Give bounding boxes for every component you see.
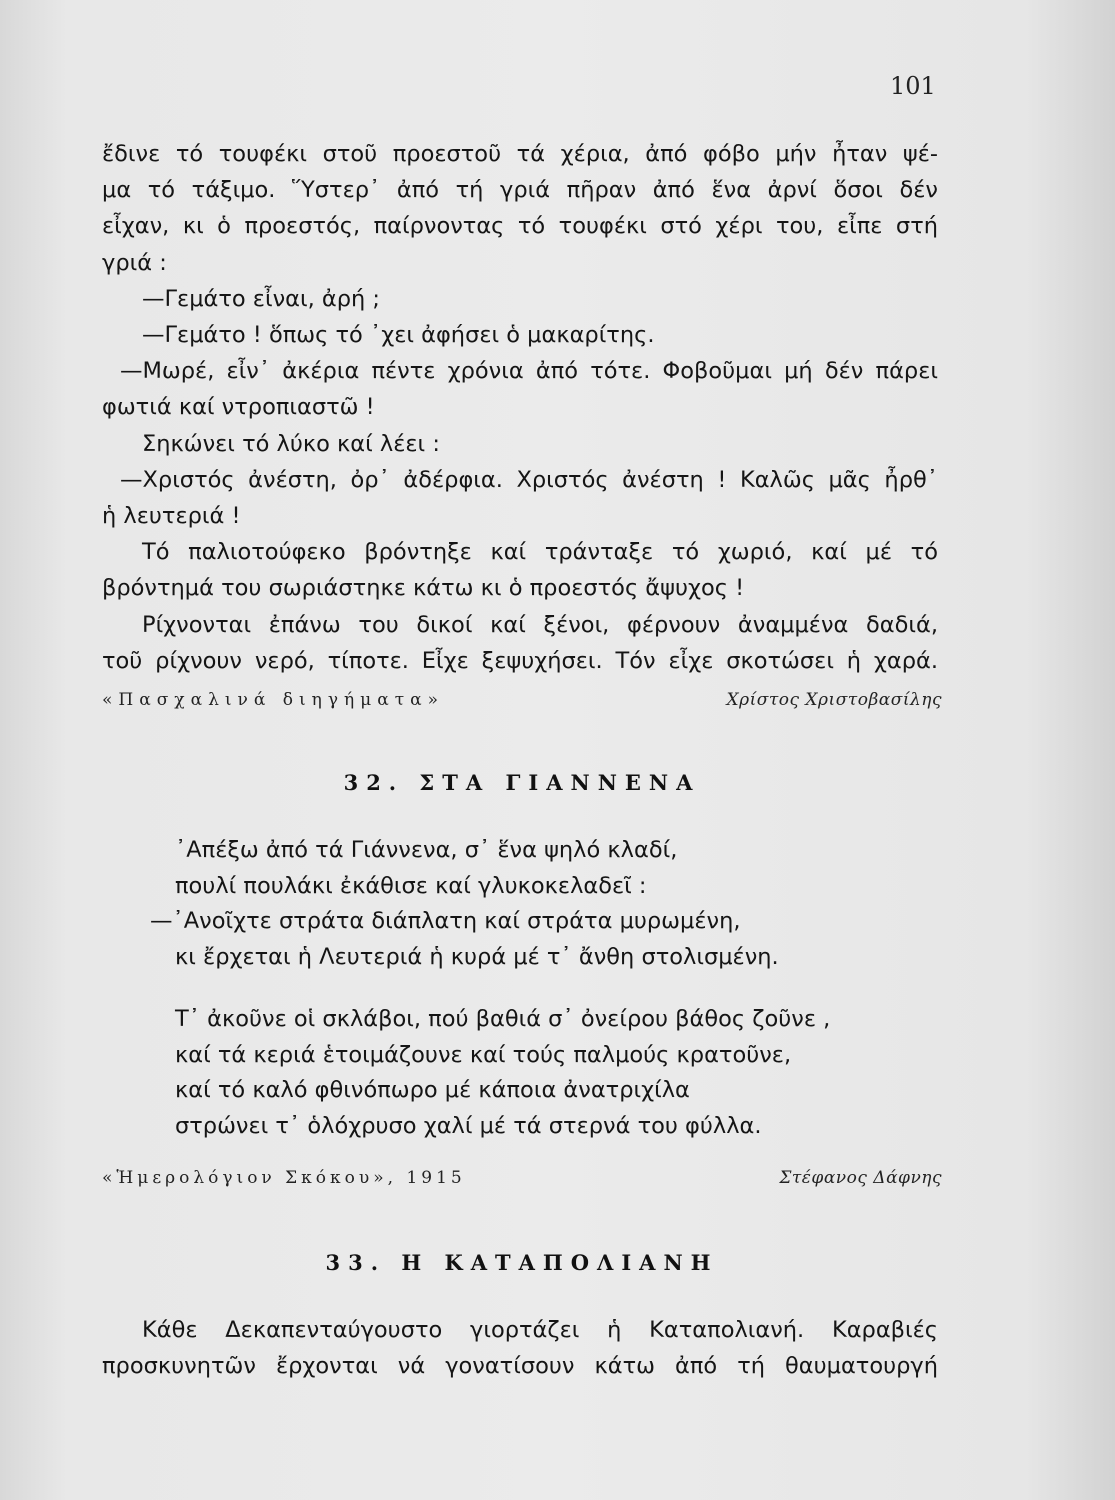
dialogue-line: —Μωρέ, εἶν᾽ ἀκέρια πέντε χρόνια ἀπό τότε. Φοβοῦμαι μή δέν πάρει	[120, 358, 938, 385]
dialogue-line: —Γεμάτο εἶναι, ἀρή ;	[142, 285, 381, 312]
poem-line: κι ἔρχεται ἡ Λευτεριά ἡ κυρά μέ τ᾽ ἄνθη στολισμένη.	[175, 943, 779, 970]
text-line: προσκυνητῶν ἔρχονται νά γονατίσουν κάτω ἀπό τή θαυματουργή	[102, 1353, 938, 1380]
source-title: «Πασχαλινά διηγήματα»	[102, 690, 444, 710]
text-line: ἡ λευτεριά !	[102, 503, 241, 530]
poem-line: καί τά κεριά ἑτοιμάζουνε καί τούς παλμούς κρατοῦνε,	[175, 1041, 792, 1068]
poem-stanza-2	[150, 1002, 830, 1144]
section-heading-32: 32. ΣΤΑ ΓΙΑΝΝΕΝΑ	[343, 770, 701, 795]
author-name: Χρίστος Χριστοβασίλης	[726, 690, 942, 710]
poem-line: πουλί πουλάκι ἐκάθισε καί γλυκοκελαδεῖ :	[175, 872, 647, 899]
text-line: Τό παλιοτούφεκο βρόντηξε καί τράνταξε τό χωριό, καί μέ τό	[142, 539, 938, 566]
text-line: μα τό τάξιμο. Ὕστερ᾽ ἀπό τή γριά πῆραν ἀπό ἕνα ἀρνί ὅσοι δέν	[102, 177, 938, 204]
section-heading-33: 33. Η ΚΑΤΑΠΟΛΙΑΝΗ	[325, 1250, 719, 1275]
text-line: βρόντημά του σωριάστηκε κάτω κι ὁ προεστός ἄψυχος !	[102, 575, 745, 602]
poem-attribution	[102, 1168, 942, 1198]
page-number: 101	[890, 72, 936, 100]
dialogue-line: —Γεμάτο ! ὅπως τό ᾽χει ἀφήσει ὁ μακαρίτης.	[142, 322, 655, 349]
text-line: Ρίχνονται ἐπάνω του δικοί καί ξένοι, φέρνουν ἀναμμένα δαδιά,	[142, 611, 938, 638]
section-33-text	[102, 1312, 938, 1384]
poem-line: ᾽Απέξω ἀπό τά Γιάννενα, σ᾽ ἕνα ψηλό κλαδί,	[175, 837, 678, 863]
text-line: φωτιά καί ντροπιαστῶ !	[102, 394, 375, 421]
text-line: ἔδινε τό τουφέκι στοῦ προεστοῦ τά χέρια, ἀπό φόβο μήν ἦταν ψέ-	[102, 141, 938, 167]
text-line: τοῦ ρίχνουν νερό, τίποτε. Εἶχε ξεψυχήσει. Τόν εἶχε σκοτώσει ἡ χαρά.	[102, 647, 938, 674]
poem-line: στρώνει τ᾽ ὁλόχρυσο χαλί μέ τά στερνά του φύλλα.	[175, 1112, 762, 1139]
story-ending-text	[102, 136, 938, 679]
poem-line: καί τό καλό φθινόπωρο μέ κάποια ἀνατριχίλα	[175, 1077, 690, 1103]
poem-line: Τ᾽ ἀκοῦνε οἱ σκλάβοι, πού βαθιά σ᾽ ὀνείρου βάθος ζοῦνε ,	[175, 1006, 831, 1032]
source-title: «Ἡμερολόγιον Σκόκου», 1915	[102, 1168, 466, 1188]
text-line: εἶχαν, κι ὁ προεστός, παίρνοντας τό τουφέκι στό χέρι του, εἶπε στή	[102, 213, 938, 240]
text-line: Κάθε Δεκαπενταύγουστο γιορτάζει ἡ Καταπολιανή. Καραβιές	[142, 1317, 938, 1343]
text-line: γριά :	[102, 249, 167, 276]
text-line: Σηκώνει τό λύκο καί λέει :	[142, 430, 440, 457]
poem-line: —᾽Ανοῖχτε στράτα διάπλατη καί στράτα μυρωμένη,	[150, 908, 741, 934]
dialogue-line: —Χριστός ἀνέστη, ὀρ᾽ ἀδέρφια. Χριστός ἀνέστη ! Καλῶς μᾶς ἦρθ᾽	[120, 466, 938, 493]
poem-stanza-1	[150, 833, 779, 975]
author-name: Στέφανος Δάφνης	[779, 1168, 942, 1188]
story-attribution	[102, 690, 942, 720]
